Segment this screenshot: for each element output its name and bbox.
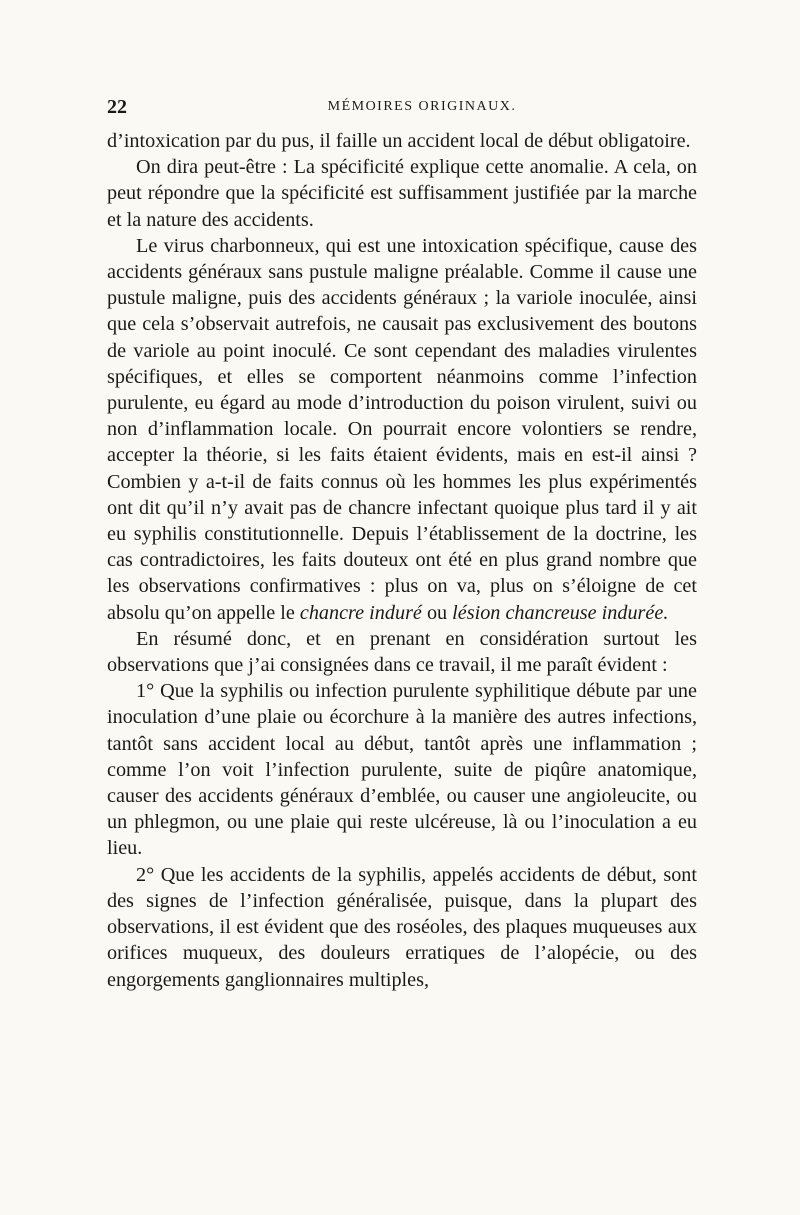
paragraph-1: d’intoxication par du pus, il faille un accident local de début obligatoire. xyxy=(107,130,691,152)
paragraph-2: On dira peut-être : La spécificité explique cette anomalie. A cela, on peut répondre que la spécificité est suffisamment justifiée par la marche et la nature des accidents. xyxy=(107,156,697,231)
paragraph-5: 1° Que la syphilis ou infection purulente syphilitique débute par une inoculation d’une plaie ou écorchure à la manière des autres infections, tantôt sans accident local au début, tantôt après une inflammation ; comme l’on voit l’infection purulente, suite de piqûre anatomique, causer des accidents généraux d’emblée, ou causer une angioleucite, ou un phlegmon, ou une plaie qui reste ulcéreuse, là ou l’inoculation a eu lieu. xyxy=(107,680,697,860)
italic-phrase-lesion-chancreuse: lésion chancreuse indurée. xyxy=(452,601,669,624)
italic-phrase-chancre-indure: chancre induré xyxy=(299,601,422,624)
paragraph-4: En résumé donc, et en prenant en considération surtout les observations que j’ai consignées dans ce travail, il me paraît évident : xyxy=(107,627,697,677)
paragraph-3-conjunction: ou xyxy=(426,601,448,624)
running-title: MÉMOIRES ORIGINAUX. xyxy=(327,99,517,114)
page-number: 22 xyxy=(107,96,127,118)
book-page xyxy=(107,93,697,993)
body-text xyxy=(107,128,697,993)
paragraph-6: 2° Que les accidents de la syphilis, appelés accidents de début, sont des signes de l’infection généralisée, puisque, dans la plupart des observations, il est évident que des roséoles, des plaques muqueuses aux orifices muqueux, des douleurs erratiques de l’alopécie, ou des engorgements ganglionnaires multiples, xyxy=(107,863,697,991)
paragraph-3 xyxy=(107,233,697,626)
running-head xyxy=(107,93,697,121)
paragraph-3-text: Le virus charbonneux, qui est une intoxication spécifique, cause des accidents généraux sans pustule maligne préalable. Comme il cause une pustule maligne, puis des accidents généraux ; la variole inoculée, ainsi que cela s’observait autrefois, ne causait pas exclusivement des boutons de variole au point inoculé. Ce sont cependant des maladies virulentes spécifiques, et elles se comportent néanmoins comme l’infection purulente, eu égard au mode d’introduction du poison virulent, suivi ou non d’inflammation locale. On pourrait encore volontiers se rendre, accepter la théorie, si les faits étaient évidents, mais en est-il ainsi ? Combien y a-t-il de faits connus où les hommes les plus expérimentés ont dit qu’il n’y avait pas de chancre infectant quoique plus tard il y ait eu syphilis constitutionnelle. Depuis l’établissement de la doctrine, les cas contradictoires, les faits douteux ont été en plus grand nombre que les observations confirmatives : plus on va, plus on s’éloigne de cet absolu qu’on appelle le xyxy=(107,234,697,624)
